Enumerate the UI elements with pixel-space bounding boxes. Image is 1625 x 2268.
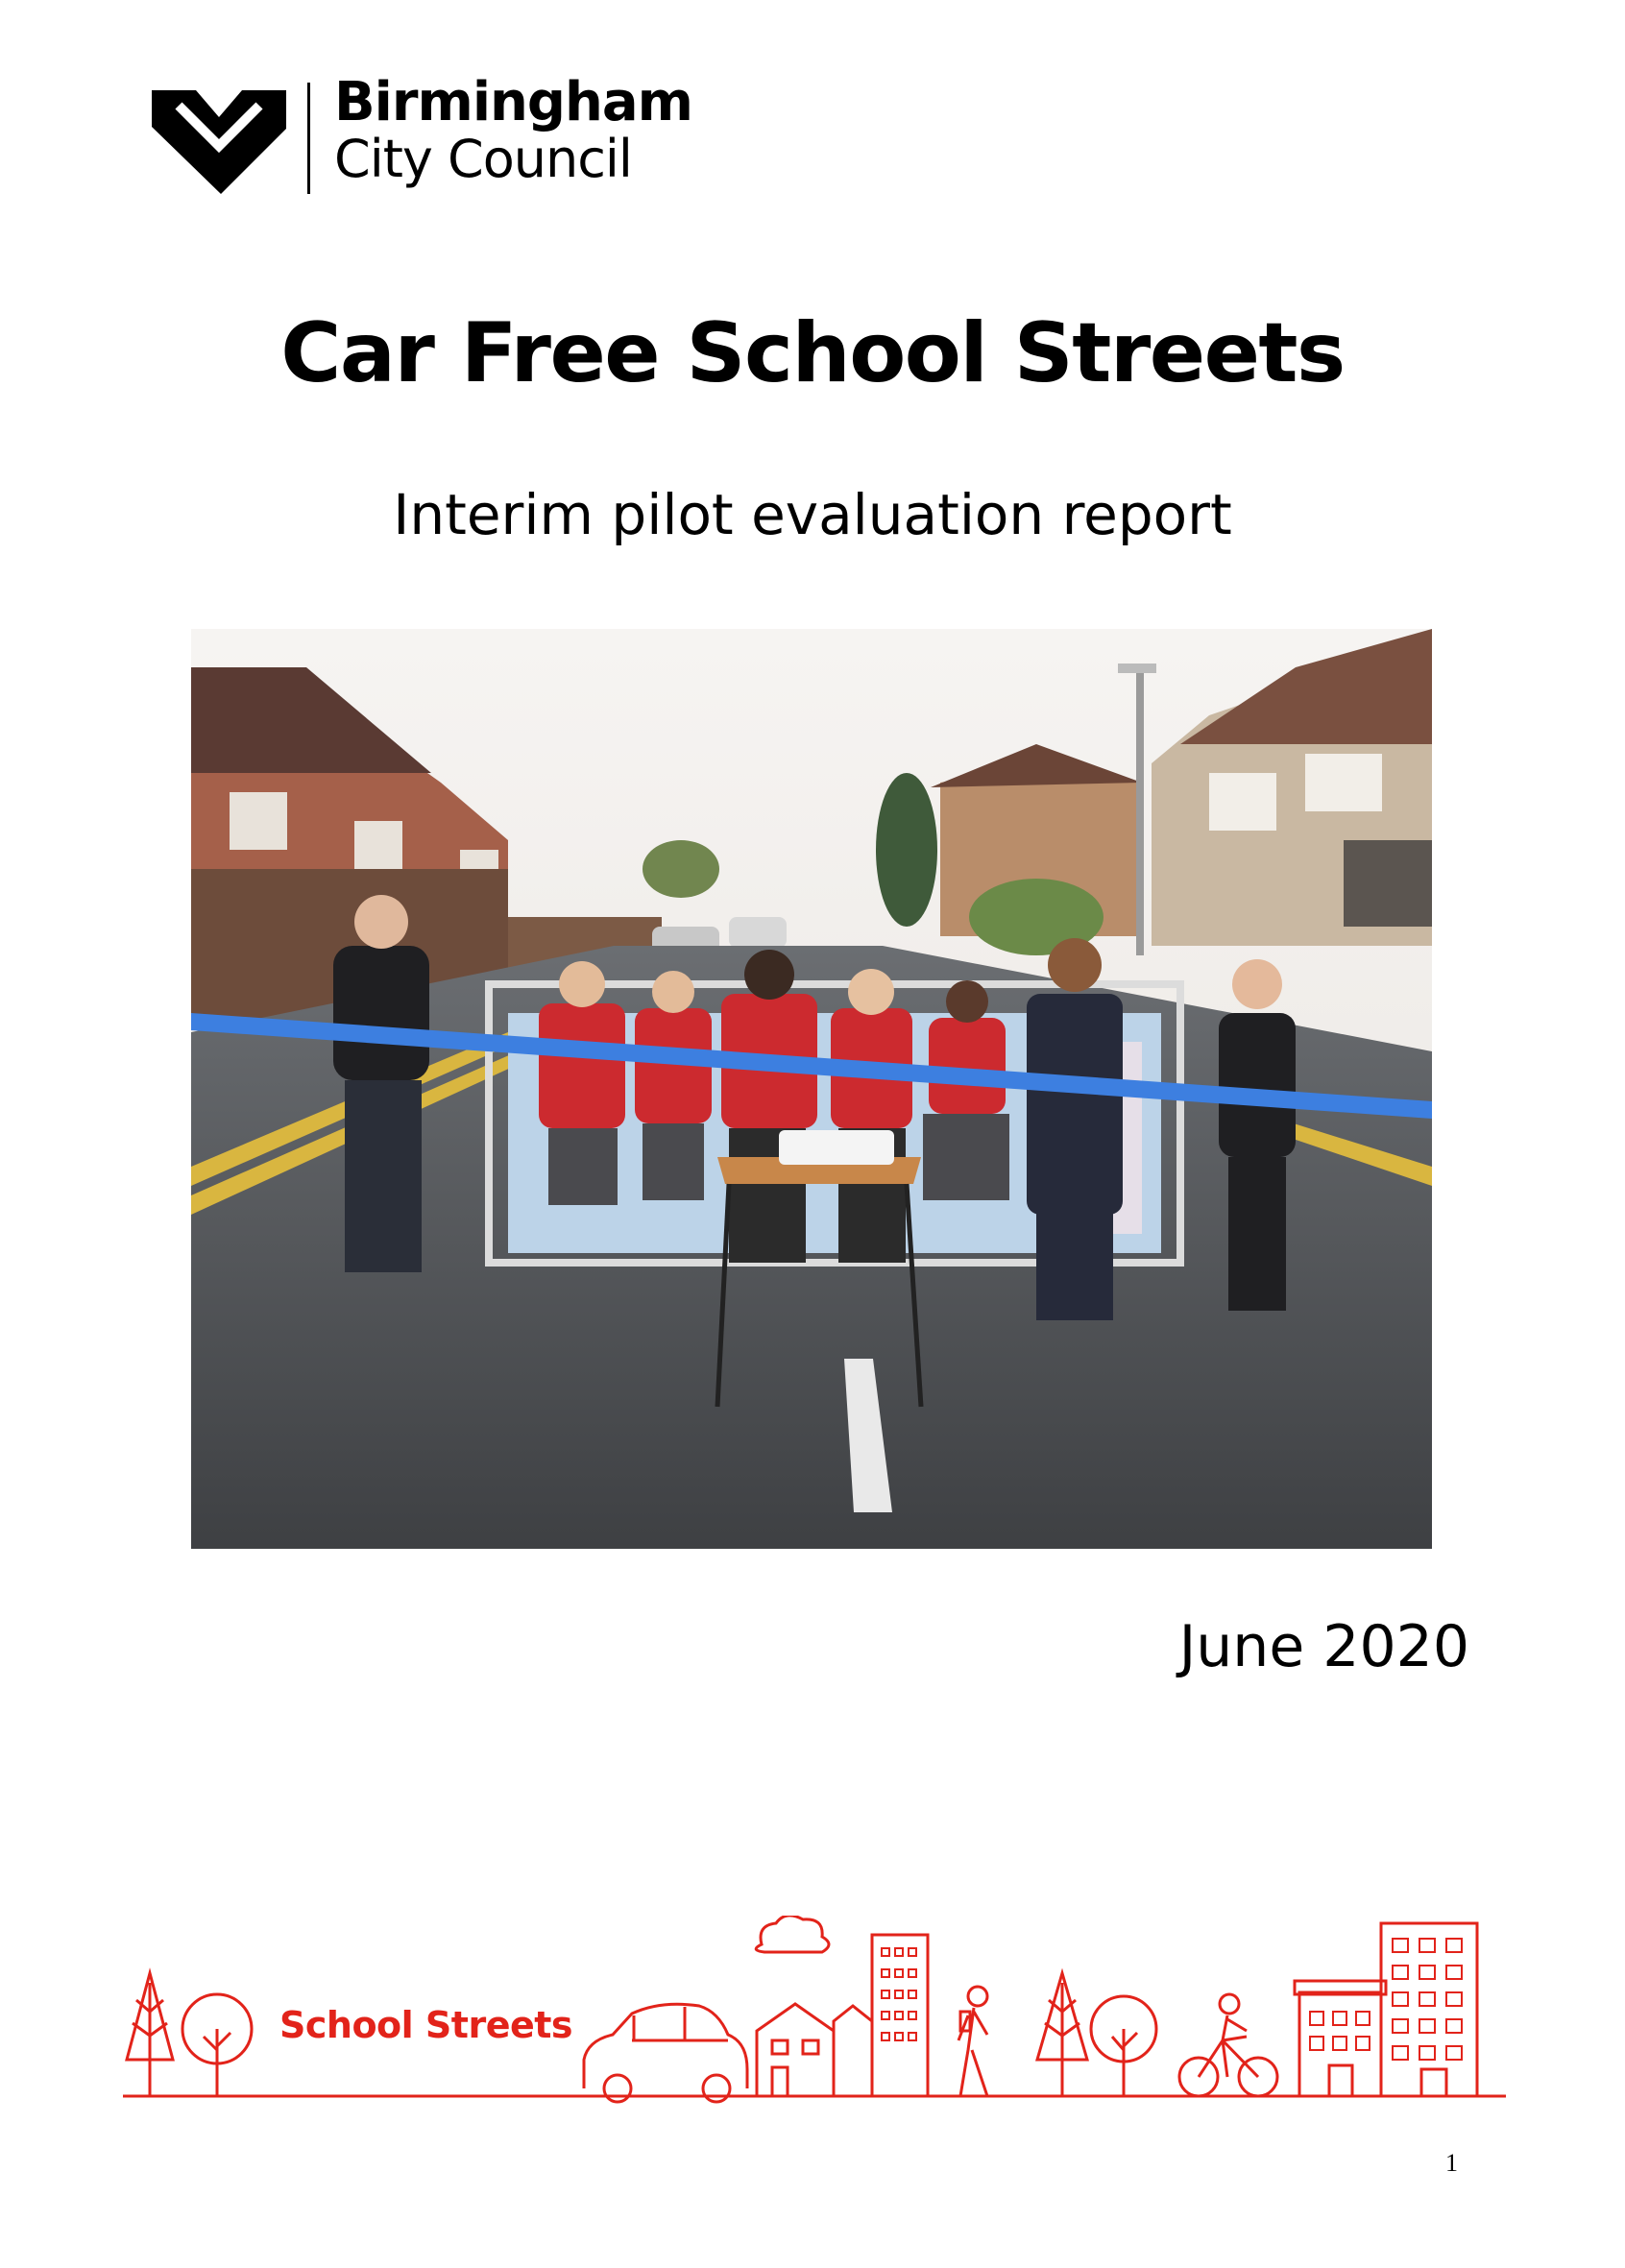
school-streets-banner [123,1916,1506,2127]
round-tree-icon [182,1994,252,2096]
council-logo [152,71,709,204]
cloud-icon [756,1916,829,1952]
tree-icon [127,1973,173,2096]
logo-divider [307,83,310,194]
tree-icon [1037,1973,1087,2096]
car-icon [584,2004,747,2102]
document-title: Car Free School Streets [280,305,1345,401]
page-number: 1 [1445,2149,1458,2177]
school-buildings-icon [1295,1923,1477,2096]
cover-photo [191,629,1432,1549]
logo-name: Birmingham [334,71,693,133]
pedestrian-icon [958,1987,987,2096]
round-tree-icon [1091,1996,1156,2096]
report-date: June 2020 [1178,1613,1469,1680]
cyclist-icon [1179,1994,1277,2096]
buildings-icon [757,1935,928,2096]
banner-label: School Streets [279,2004,573,2046]
document-subtitle: Interim pilot evaluation report [393,482,1232,547]
logo-subname: City Council [334,129,632,189]
heart-logo-icon [152,83,286,196]
